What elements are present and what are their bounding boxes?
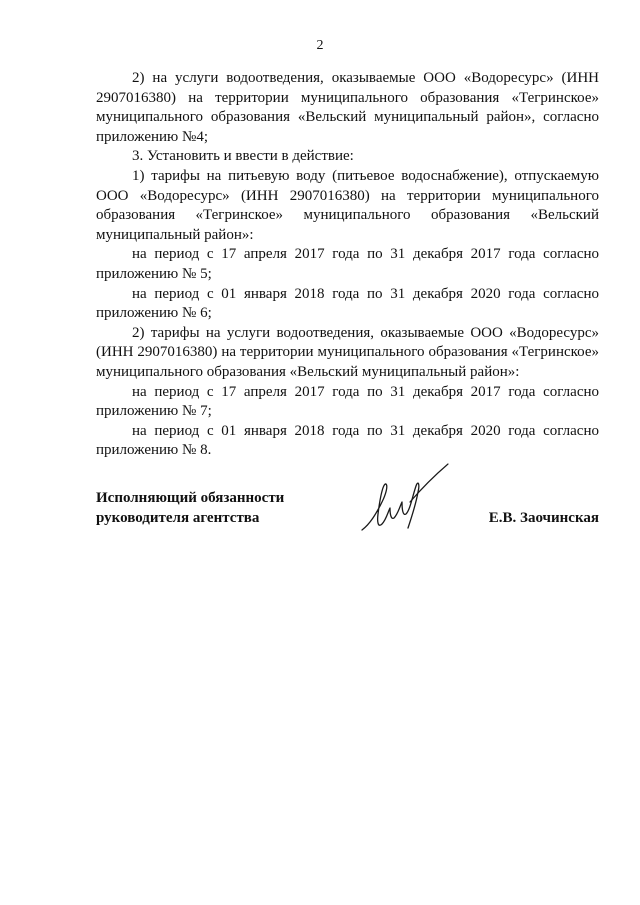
paragraph-drinking-water-tariffs: 1) тарифы на питьевую воду (питьевое водоснабжение), отпускаемую ООО «Водоресурс» (ИНН 2907016380) на территории муниципального образования «Тегринское» муниципального образования «Вельский муниципальный район»: <box>96 167 599 243</box>
paragraph-wastewater-tariffs: 2) тарифы на услуги водоотведения, оказываемые ООО «Водоресурс» (ИНН 2907016380) на территории муниципального образования «Тегринское» муниципального образования «Вельский муниципальный район»: <box>96 324 599 380</box>
document-body <box>96 69 599 461</box>
paragraph-item-3: 3. Установить и ввести в действие: <box>132 148 354 165</box>
handwritten-signature <box>356 458 456 538</box>
page-number: 2 <box>316 38 324 53</box>
signatory-title-line2: руководителя агентства <box>96 510 260 526</box>
paragraph-period-2017-appendix-7: на период с 17 апреля 2017 года по 31 декабря 2017 года согласно приложению № 7; <box>96 383 599 420</box>
paragraph-wastewater-services: 2) на услуги водоотведения, оказываемые ООО «Водоресурс» (ИНН 2907016380) на территории муниципального образования «Тегринское» муниципального образования «Вельский муниципальный район», согласно приложению №4; <box>96 70 599 145</box>
signatory-title <box>96 488 284 528</box>
signature-slash <box>410 464 448 502</box>
signatory-name: Е.В. Заочинская <box>488 510 599 526</box>
paragraph-period-2018-appendix-6: на период с 01 января 2018 года по 31 декабря 2020 года согласно приложению № 6; <box>96 285 599 322</box>
paragraph-period-2018-appendix-8: на период с 01 января 2018 года по 31 декабря 2020 года согласно приложению № 8. <box>96 422 599 459</box>
signature-stroke <box>362 483 419 530</box>
signatory-title-line1: Исполняющий обязанности <box>96 490 285 506</box>
paragraph-period-2017-appendix-5: на период с 17 апреля 2017 года по 31 декабря 2017 года согласно приложению № 5; <box>96 246 599 282</box>
